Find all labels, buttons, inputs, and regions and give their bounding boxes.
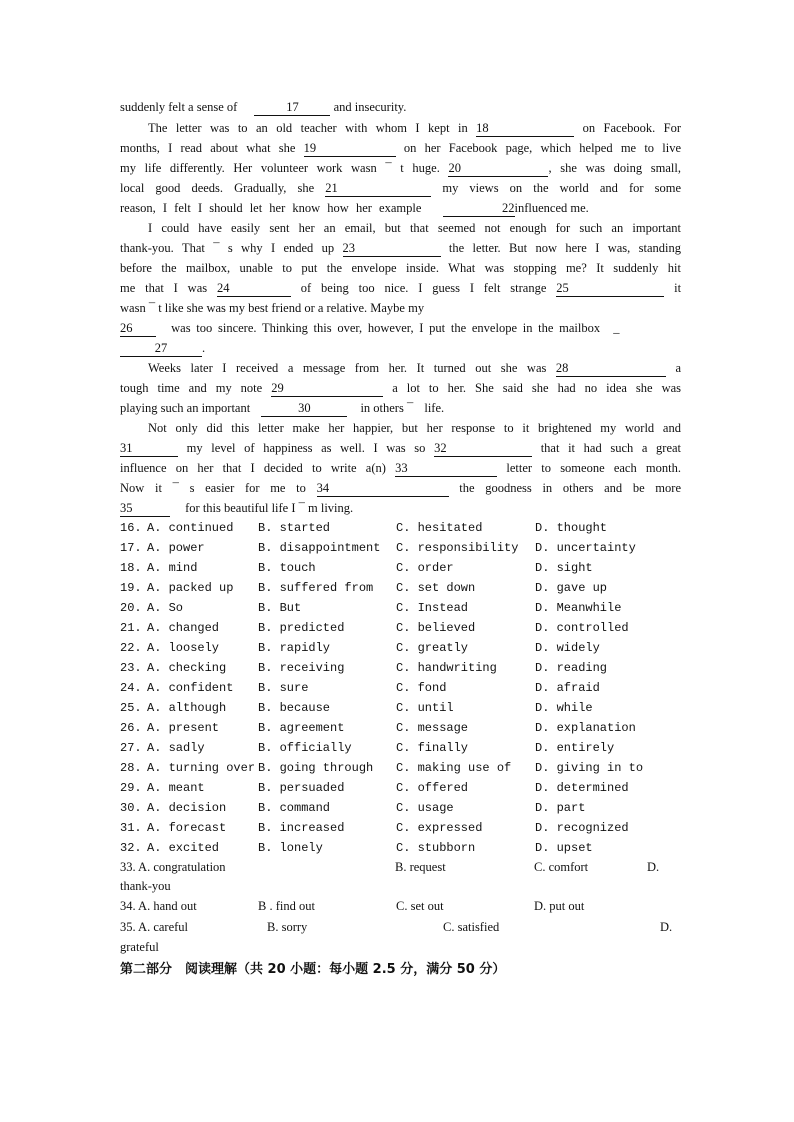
blank-29: 29 — [271, 381, 383, 397]
option-choice: B. rapidly — [258, 641, 331, 655]
question-number: 31. — [120, 821, 142, 835]
passage-line-8: thank-you. That ¯ s why I ended up 23 the letter. But now here I was, standing — [120, 241, 682, 255]
blank-17: 17 — [254, 100, 330, 116]
question-number: 17. — [120, 541, 142, 555]
option-choice: A. turning over — [147, 761, 256, 775]
passage-line-2: The letter was to an old teacher with whom I kept in 18 on Facebook. For — [148, 121, 682, 135]
option-row-34: 34. A. hand out B . find out C. set out D. put out — [120, 899, 585, 913]
option-choice: C. offered — [396, 781, 469, 795]
blank-20: 20 — [448, 161, 548, 177]
blank-22: 22 — [443, 201, 515, 217]
question-number: 21. — [120, 621, 142, 635]
option-choice: D. giving in to — [535, 761, 644, 775]
option-choice: B. But — [258, 601, 302, 615]
passage-line-18: 31 my level of happiness as well. I was so 32 that it had such a great — [120, 441, 682, 455]
option-choice: C. order — [396, 561, 454, 575]
option-choice: D. gave up — [535, 581, 608, 595]
option-choice: A. decision — [147, 801, 227, 815]
option-choice: B. started — [258, 521, 331, 535]
option-choice: B. suffered from — [258, 581, 374, 595]
option-row-33-cont: thank-you — [120, 879, 171, 893]
option-choice: D. uncertainty — [535, 541, 636, 555]
option-choice: D. afraid — [535, 681, 600, 695]
passage-line-9: before the mailbox, unable to put the envelope inside. What was stopping me? It suddenly hit — [120, 261, 681, 275]
passage-line-20: Now it ¯ s easier for me to 34 the goodness in others and be more — [120, 481, 681, 495]
passage-line-21: 35 for this beautiful life I ¯ m living. — [120, 501, 354, 515]
option-choice: D. widely — [535, 641, 600, 655]
option-choice: B. going through — [258, 761, 374, 775]
passage-line-1: suddenly felt a sense of 17 and insecurity. — [120, 100, 407, 114]
blank-27: 27 — [120, 341, 202, 357]
option-choice: C. handwriting — [396, 661, 497, 675]
passage-line-7: I could have easily sent her an email, but that seemed not enough for such an important — [148, 221, 681, 235]
option-choice: B. officially — [258, 741, 352, 755]
passage-line-3: months, I read about what she 19 on her Facebook page, which helped me to live — [120, 141, 681, 155]
blank-24: 24 — [217, 281, 291, 297]
option-choice: A. mind — [147, 561, 198, 575]
option-row-33: 33. A. congratulation B. request C. comfort D. — [120, 860, 660, 874]
option-choice: B. persuaded — [258, 781, 345, 795]
option-choice: B. sure — [258, 681, 309, 695]
option-choice: C. believed — [396, 621, 476, 635]
option-choice: D. reading — [535, 661, 608, 675]
option-choice: D. recognized — [535, 821, 629, 835]
option-choice: D. controlled — [535, 621, 629, 635]
option-choice: D. explanation — [535, 721, 636, 735]
blank-31: 31 — [120, 441, 178, 457]
option-row-35-cont: grateful — [120, 940, 159, 954]
blank-18: 18 — [476, 121, 574, 137]
option-choice: C. hesitated — [396, 521, 483, 535]
blank-30: 30 — [261, 401, 347, 417]
option-choice: C. Instead — [396, 601, 469, 615]
blank-28: 28 — [556, 361, 666, 377]
option-choice: B. command — [258, 801, 331, 815]
option-choice: C. until — [396, 701, 454, 715]
option-choice: C. expressed — [396, 821, 483, 835]
option-choice: B. touch — [258, 561, 316, 575]
section-heading: 第二部分 阅读理解（共 20 小题：每小题 2.5 分，满分 50 分） — [120, 962, 506, 977]
passage-line-14: Weeks later I received a message from her. It turned out she was 28 a — [148, 361, 682, 375]
option-choice: B. predicted — [258, 621, 345, 635]
blank-32: 32 — [434, 441, 532, 457]
question-number: 18. — [120, 561, 142, 575]
question-number: 32. — [120, 841, 142, 855]
option-choice: A. packed up — [147, 581, 234, 595]
blank-35: 35 — [120, 501, 170, 517]
option-choice: B. receiving — [258, 661, 345, 675]
option-choice: D. Meanwhile — [535, 601, 622, 615]
option-choice: B. agreement — [258, 721, 345, 735]
question-number: 30. — [120, 801, 142, 815]
passage-line-13: 27 . — [120, 338, 681, 358]
option-choice: A. continued — [147, 521, 234, 535]
question-number: 20. — [120, 601, 142, 615]
option-choice: A. power — [147, 541, 205, 555]
option-choice: B. because — [258, 701, 331, 715]
option-choice: D. sight — [535, 561, 593, 575]
question-number: 27. — [120, 741, 142, 755]
option-choice: C. making use of — [396, 761, 512, 775]
option-choice: B. lonely — [258, 841, 323, 855]
question-number: 22. — [120, 641, 142, 655]
option-choice: C. fond — [396, 681, 447, 695]
question-number: 28. — [120, 761, 142, 775]
option-choice: A. although — [147, 701, 227, 715]
option-choice: A. So — [147, 601, 184, 615]
blank-33: 33 — [395, 461, 497, 477]
passage-line-15: tough time and my note 29 a lot to her. She said she had no idea she was — [120, 381, 682, 395]
option-choice: A. confident — [147, 681, 234, 695]
option-choice: A. checking — [147, 661, 227, 675]
blank-26: 26 — [120, 321, 156, 337]
option-choice: C. stubborn — [396, 841, 476, 855]
passage-line-5: local good deeds. Gradually, she 21 my views on the world and for some — [120, 181, 682, 195]
option-choice: D. determined — [535, 781, 629, 795]
option-choice: C. usage — [396, 801, 454, 815]
blank-25: 25 — [556, 281, 664, 297]
passage-line-17: Not only did this letter make her happier, but her response to it brightened my world and — [148, 421, 681, 435]
option-choice: A. excited — [147, 841, 220, 855]
option-choice: A. forecast — [147, 821, 227, 835]
question-number: 24. — [120, 681, 142, 695]
blank-21: 21 — [325, 181, 431, 197]
question-number: 16. — [120, 521, 142, 535]
blank-23: 23 — [343, 241, 441, 257]
passage-line-10: me that I was 24 of being too nice. I guess I felt strange 25 it — [120, 281, 682, 295]
option-choice: A. loosely — [147, 641, 220, 655]
option-choice: A. present — [147, 721, 220, 735]
passage-line-19: influence on her that I decided to write a(n) 33 letter to someone each month. — [120, 461, 682, 475]
question-number: 29. — [120, 781, 142, 795]
passage-line-11: wasn ¯ t like she was my best friend or a relative. Maybe my — [120, 301, 425, 315]
option-choice: D. thought — [535, 521, 608, 535]
option-choice: C. finally — [396, 741, 469, 755]
question-number: 19. — [120, 581, 142, 595]
option-choice: D. entirely — [535, 741, 615, 755]
option-choice: B. disappointment — [258, 541, 381, 555]
option-choice: A. changed — [147, 621, 220, 635]
question-number: 26. — [120, 721, 142, 735]
option-choice: D. part — [535, 801, 586, 815]
option-choice: D. upset — [535, 841, 593, 855]
passage-line-12: 26 was too sincere. Thinking this over, however, I put the envelope in the mailbox _ — [120, 321, 620, 335]
question-number: 23. — [120, 661, 142, 675]
option-choice: D. while — [535, 701, 593, 715]
option-choice: C. responsibility — [396, 541, 519, 555]
option-choice: A. sadly — [147, 741, 205, 755]
passage-line-16: playing such an important 30 in others ¯ life. — [120, 401, 445, 415]
option-choice: C. greatly — [396, 641, 469, 655]
passage-line-6: reason, I felt I should let her know how her example 22influenced me. — [120, 201, 589, 215]
option-choice: B. increased — [258, 821, 345, 835]
option-choice: C. set down — [396, 581, 476, 595]
option-row-35: 35. A. careful B. sorry C. satisfied D. — [120, 920, 673, 934]
passage-line-4: my life differently. Her volunteer work wasn ¯ t huge. 20 , she was doing small, — [120, 161, 682, 175]
blank-19: 19 — [304, 141, 396, 157]
blank-34: 34 — [317, 481, 449, 497]
option-choice: A. meant — [147, 781, 205, 795]
question-number: 25. — [120, 701, 142, 715]
option-choice: C. message — [396, 721, 469, 735]
